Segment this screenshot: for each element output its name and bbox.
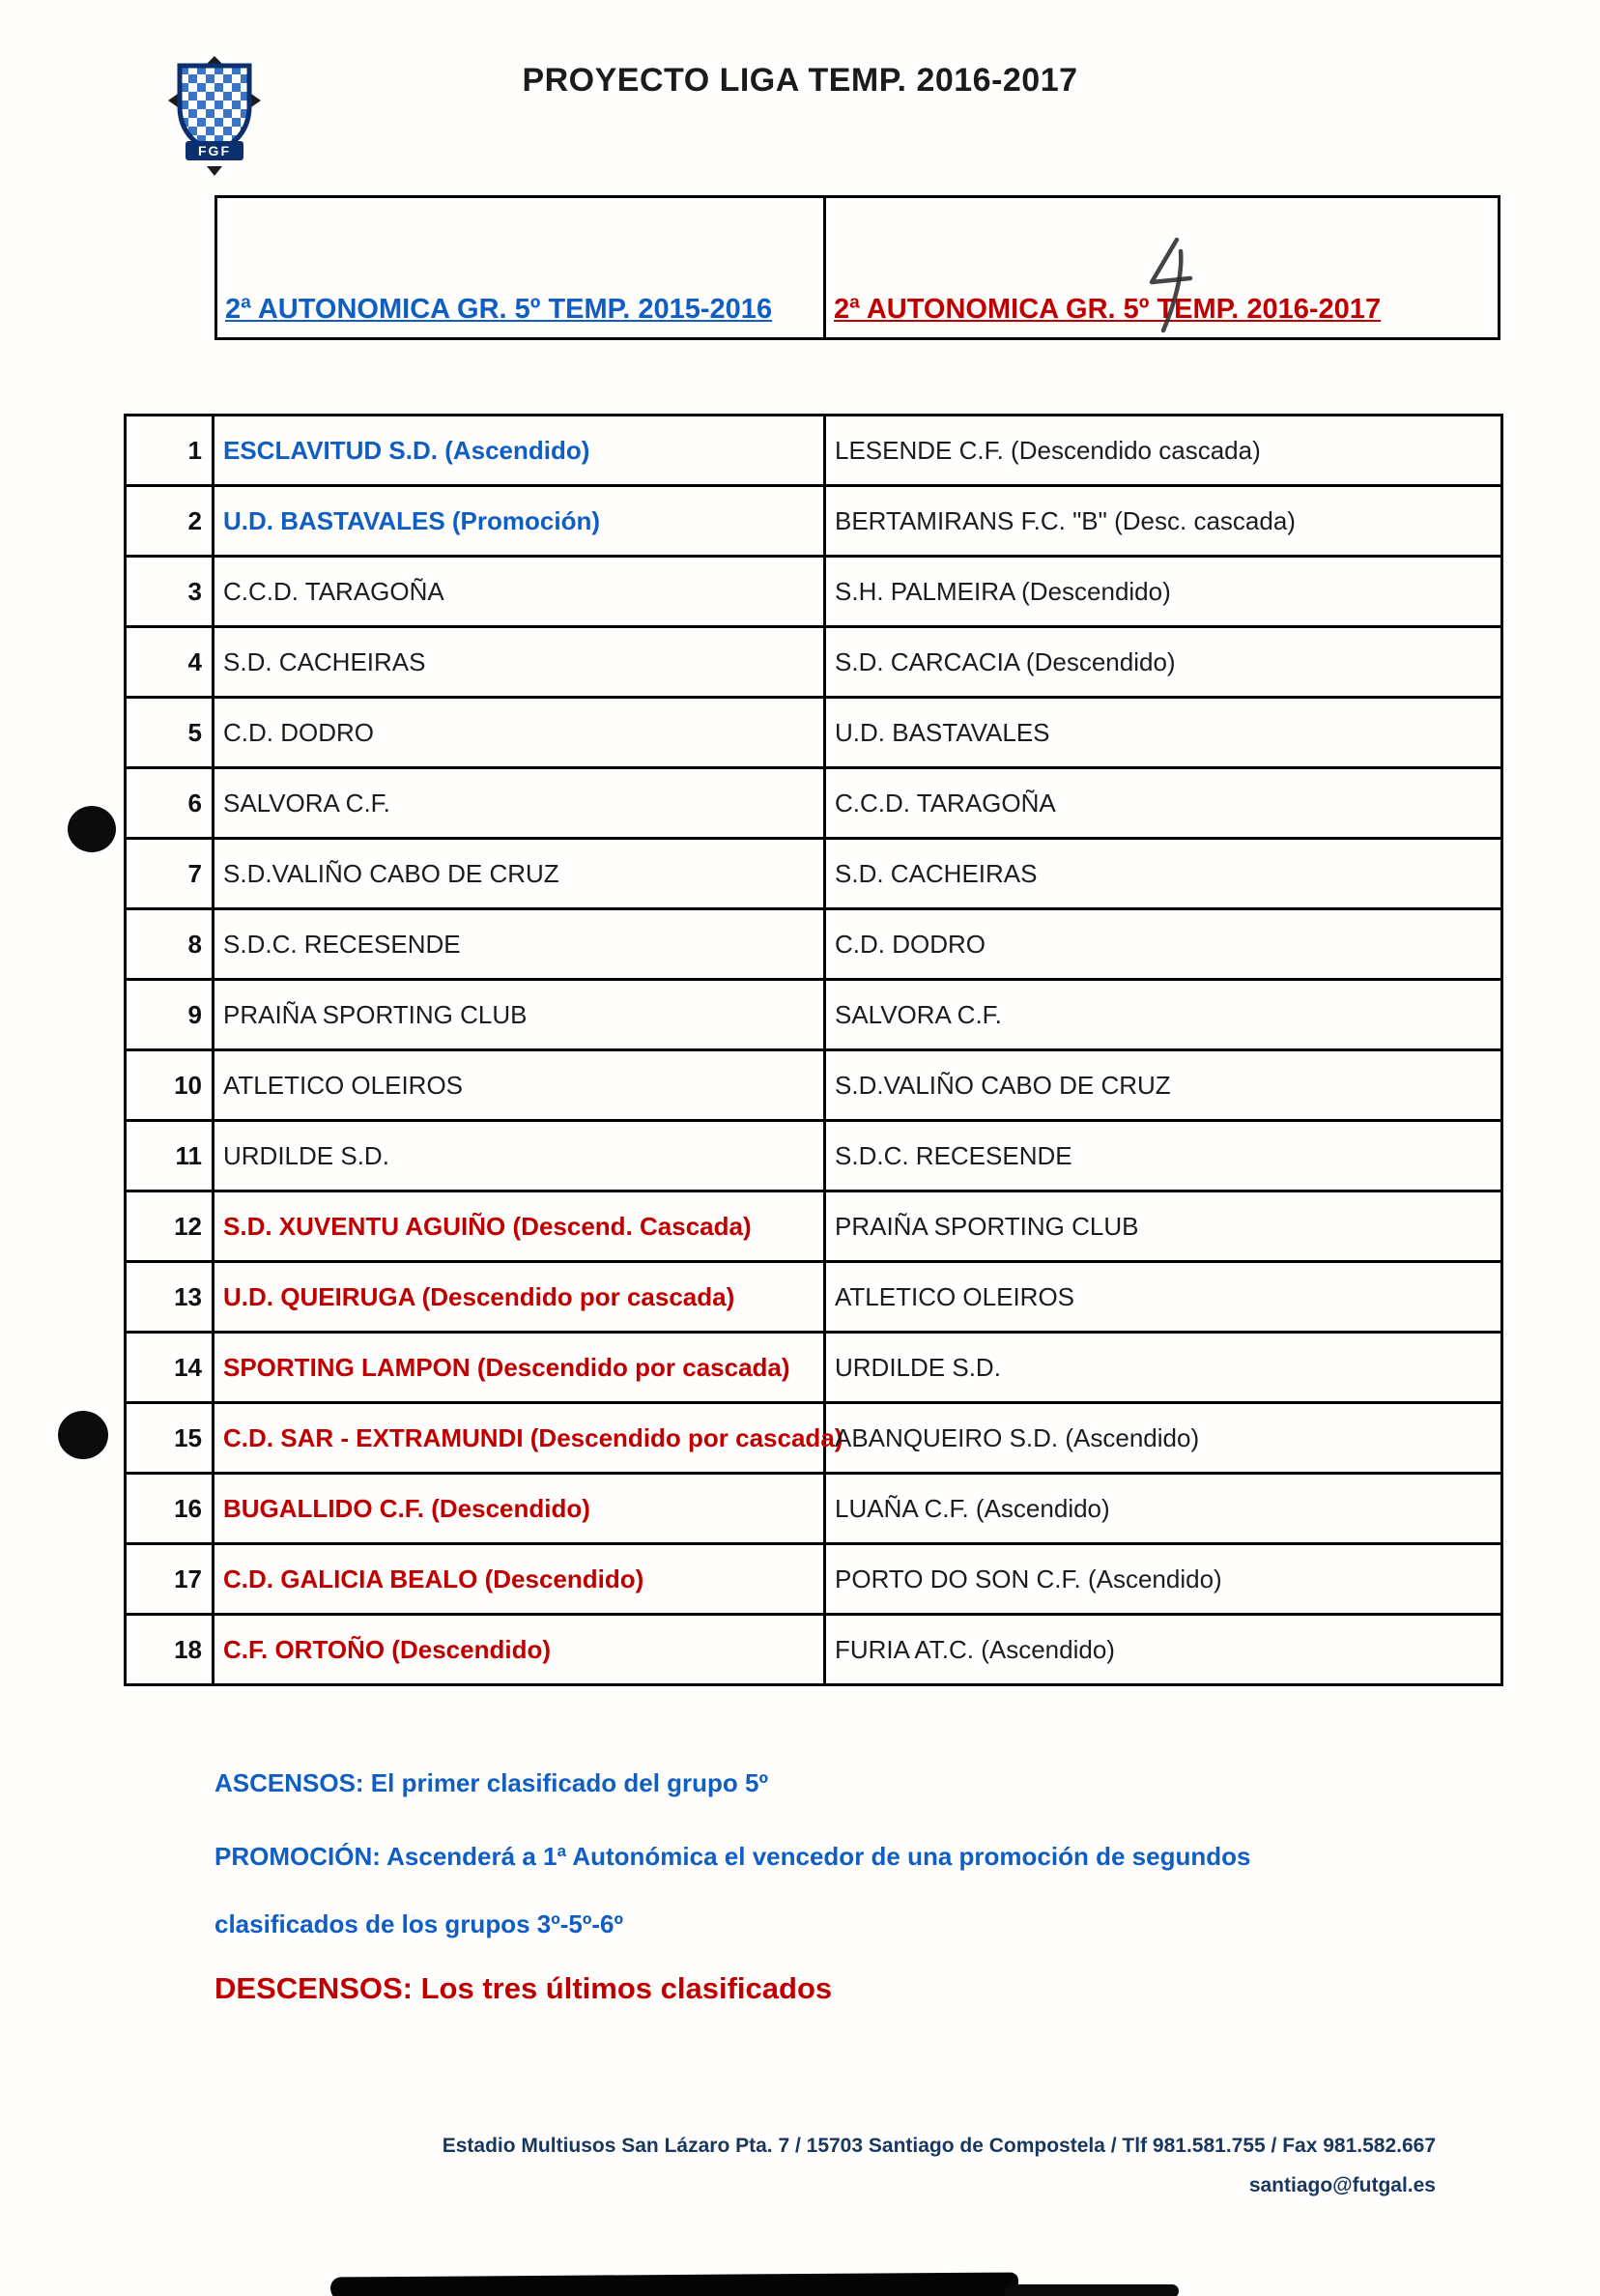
table-row bbox=[126, 627, 1502, 698]
row-number-cell: 11 bbox=[126, 1121, 214, 1191]
club-2015-cell: ESCLAVITUD S.D. (Ascendido) bbox=[214, 416, 825, 486]
row-number-cell: 14 bbox=[126, 1333, 214, 1403]
club-2015-cell: BUGALLIDO C.F. (Descendido) bbox=[214, 1474, 825, 1544]
club-2016-cell: LUAÑA C.F. (Ascendido) bbox=[825, 1474, 1502, 1544]
club-2015-cell: SPORTING LAMPON (Descendido por cascada) bbox=[214, 1333, 825, 1403]
scan-artifact bbox=[330, 2273, 1018, 2296]
row-number-cell: 18 bbox=[126, 1615, 214, 1685]
logo-text: FGF bbox=[198, 143, 231, 158]
club-2015-cell: ATLETICO OLEIROS bbox=[214, 1050, 825, 1121]
table-row bbox=[126, 1191, 1502, 1262]
club-2016-cell: S.D. CACHEIRAS bbox=[825, 839, 1502, 909]
club-2016-cell: S.D.VALIÑO CABO DE CRUZ bbox=[825, 1050, 1502, 1121]
club-2016-cell: S.D.C. RECESENDE bbox=[825, 1121, 1502, 1191]
row-number-cell: 9 bbox=[126, 980, 214, 1050]
club-2016-cell: ATLETICO OLEIROS bbox=[825, 1262, 1502, 1333]
row-number-cell: 1 bbox=[126, 416, 214, 486]
row-number-cell: 6 bbox=[126, 768, 214, 839]
club-2016-cell: SALVORA C.F. bbox=[825, 980, 1502, 1050]
club-2016-cell: S.H. PALMEIRA (Descendido) bbox=[825, 557, 1502, 627]
club-2016-cell: S.D. CARCACIA (Descendido) bbox=[825, 627, 1502, 698]
table-row bbox=[126, 909, 1502, 980]
table-row bbox=[126, 1403, 1502, 1474]
table-row bbox=[126, 416, 1502, 486]
club-2015-cell: U.D. QUEIRUGA (Descendido por cascada) bbox=[214, 1262, 825, 1333]
row-number-cell: 2 bbox=[126, 486, 214, 557]
club-2016-cell: FURIA AT.C. (Ascendido) bbox=[825, 1615, 1502, 1685]
row-number-cell: 17 bbox=[126, 1544, 214, 1615]
club-2016-cell: PORTO DO SON C.F. (Ascendido) bbox=[825, 1544, 1502, 1615]
club-2016-cell: C.D. DODRO bbox=[825, 909, 1502, 980]
table-row bbox=[126, 557, 1502, 627]
handwritten-4-mark bbox=[1132, 232, 1214, 338]
table-row bbox=[126, 839, 1502, 909]
footer-address: Estadio Multiusos San Lázaro Pta. 7 / 15703 Santiago de Compostela / Tlf 981.581.755 / Fax 981.582.667 bbox=[442, 2135, 1436, 2157]
club-2015-cell: C.D. DODRO bbox=[214, 698, 825, 768]
club-2016-cell: URDILDE S.D. bbox=[825, 1333, 1502, 1403]
clubs-table bbox=[124, 414, 1503, 1686]
footer-email: santiago@futgal.es bbox=[1248, 2174, 1436, 2196]
row-number-cell: 16 bbox=[126, 1474, 214, 1544]
season-header-box bbox=[214, 195, 1500, 340]
descensos-note: DESCENSOS: Los tres últimos clasificados bbox=[214, 1971, 833, 2005]
footer-contact bbox=[443, 2126, 1436, 2205]
club-2015-cell: S.D. XUVENTU AGUIÑO (Descend. Cascada) bbox=[214, 1191, 825, 1262]
club-2015-cell: SALVORA C.F. bbox=[214, 768, 825, 839]
promocion-note-line2: clasificados de los grupos 3º-5º-6º bbox=[214, 1909, 623, 1938]
logo-bottom-arrow-icon bbox=[207, 166, 222, 176]
club-2016-cell: BERTAMIRANS F.C. "B" (Desc. cascada) bbox=[825, 486, 1502, 557]
promocion-note-line1: PROMOCIÓN: Ascenderá a 1ª Autonómica el vencedor de una promoción de segundos bbox=[214, 1842, 1251, 1871]
row-number-cell: 5 bbox=[126, 698, 214, 768]
club-2015-cell: C.D. SAR - EXTRAMUNDI (Descendido por cascada) bbox=[214, 1403, 825, 1474]
club-2015-cell: URDILDE S.D. bbox=[214, 1121, 825, 1191]
season-2015-title: 2ª AUTONOMICA GR. 5º TEMP. 2015-2016 bbox=[225, 294, 773, 325]
row-number-cell: 15 bbox=[126, 1403, 214, 1474]
table-row bbox=[126, 698, 1502, 768]
scan-artifact bbox=[1005, 2284, 1179, 2296]
club-2016-cell: LESENDE C.F. (Descendido cascada) bbox=[825, 416, 1502, 486]
table-row bbox=[126, 768, 1502, 839]
document-title: PROYECTO LIGA TEMP. 2016-2017 bbox=[522, 62, 1078, 99]
season-2015-header-cell bbox=[217, 198, 826, 337]
hole-punch-mark bbox=[68, 806, 116, 852]
season-2016-title: 2ª AUTONOMICA GR. 5º TEMP. 2016-2017 bbox=[834, 294, 1382, 325]
table-row bbox=[126, 1544, 1502, 1615]
table-row bbox=[126, 1333, 1502, 1403]
table-row bbox=[126, 486, 1502, 557]
table-row bbox=[126, 1262, 1502, 1333]
row-number-cell: 13 bbox=[126, 1262, 214, 1333]
row-number-cell: 4 bbox=[126, 627, 214, 698]
table-row bbox=[126, 1121, 1502, 1191]
row-number-cell: 8 bbox=[126, 909, 214, 980]
club-2015-cell: S.D.C. RECESENDE bbox=[214, 909, 825, 980]
club-2015-cell: C.F. ORTOÑO (Descendido) bbox=[214, 1615, 825, 1685]
row-number-cell: 10 bbox=[126, 1050, 214, 1121]
ascensos-note: ASCENSOS: El primer clasificado del grupo 5º bbox=[214, 1768, 768, 1797]
table-row bbox=[126, 1474, 1502, 1544]
table-row bbox=[126, 1050, 1502, 1121]
club-2015-cell: S.D.VALIÑO CABO DE CRUZ bbox=[214, 839, 825, 909]
table-row bbox=[126, 1615, 1502, 1685]
club-2016-cell: ABANQUEIRO S.D. (Ascendido) bbox=[825, 1403, 1502, 1474]
club-2015-cell: PRAIÑA SPORTING CLUB bbox=[214, 980, 825, 1050]
club-2016-cell: U.D. BASTAVALES bbox=[825, 698, 1502, 768]
club-2015-cell: S.D. CACHEIRAS bbox=[214, 627, 825, 698]
club-2016-cell: PRAIÑA SPORTING CLUB bbox=[825, 1191, 1502, 1262]
club-2015-cell: C.D. GALICIA BEALO (Descendido) bbox=[214, 1544, 825, 1615]
club-2015-cell: U.D. BASTAVALES (Promoción) bbox=[214, 486, 825, 557]
hole-punch-mark bbox=[58, 1411, 108, 1459]
row-number-cell: 12 bbox=[126, 1191, 214, 1262]
club-2015-cell: C.C.D. TARAGOÑA bbox=[214, 557, 825, 627]
row-number-cell: 7 bbox=[126, 839, 214, 909]
table-row bbox=[126, 980, 1502, 1050]
row-number-cell: 3 bbox=[126, 557, 214, 627]
club-2016-cell: C.C.D. TARAGOÑA bbox=[825, 768, 1502, 839]
